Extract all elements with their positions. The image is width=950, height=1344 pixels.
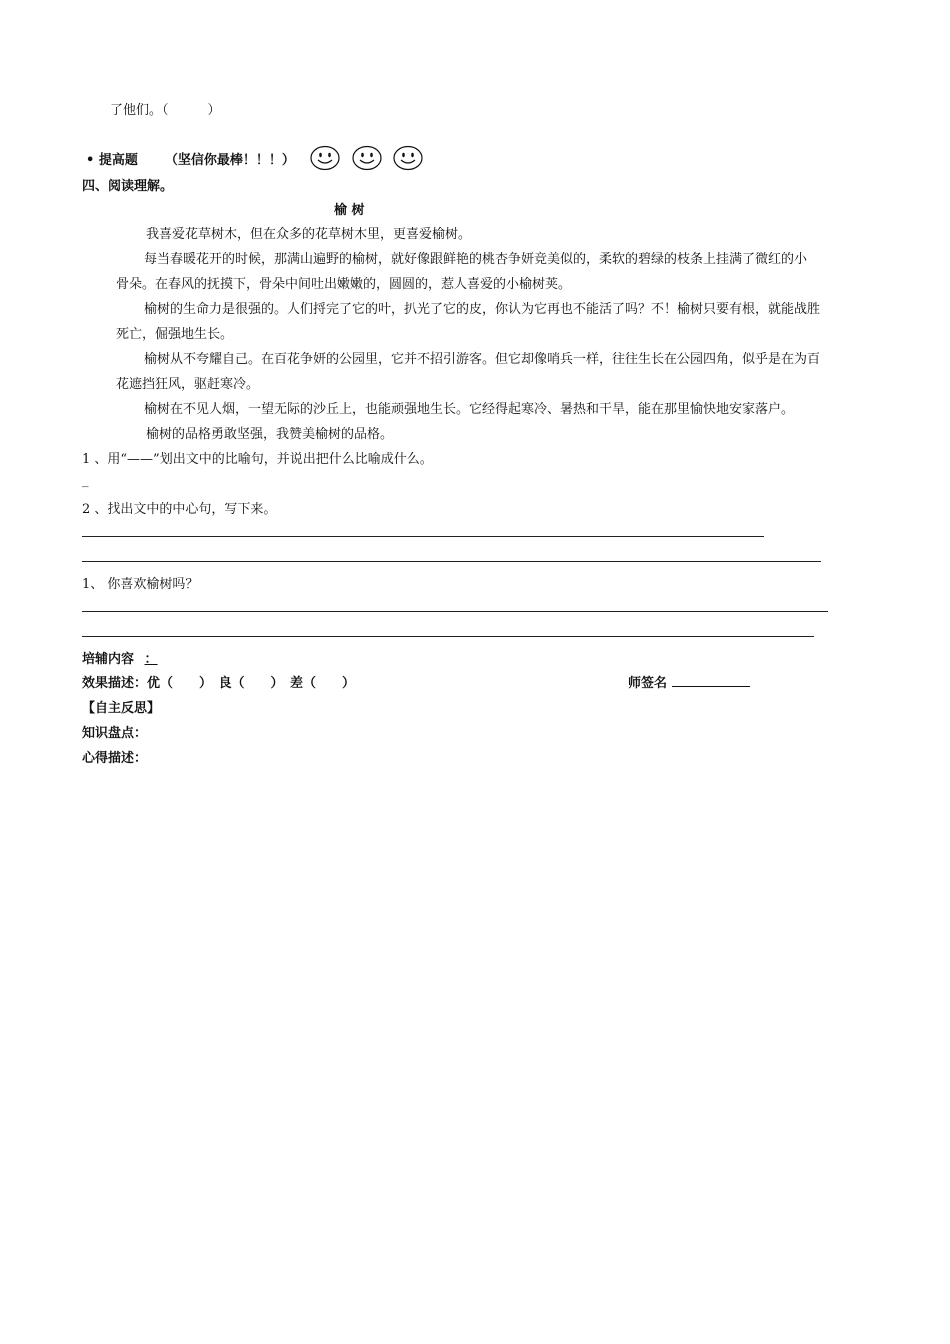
section-title: 四、阅读理解。 — [82, 179, 174, 194]
tutoring-field[interactable]: ： — [144, 652, 158, 667]
passage-title: 榆 树 — [334, 203, 365, 218]
teacher-signature — [628, 672, 750, 691]
passage-paragraph: 榆树的品格勇敢坚强，我赞美榆树的品格。 — [146, 427, 394, 442]
passage-paragraph: 我喜爱花草树木，但在众多的花草树木里，更喜爱榆树。 — [146, 227, 472, 242]
tutoring-content — [82, 648, 158, 667]
improve-label: 提高题 — [98, 153, 138, 168]
smiley-icon — [393, 145, 423, 171]
question-2: 2 、找出文中的中心句，写下来。 — [82, 502, 277, 517]
teacher-sign-label: 师签名 — [628, 676, 668, 691]
smiley-icon — [310, 145, 340, 171]
effect-description: 效果描述：优（ ） 良（ ） 差（ ） — [82, 676, 356, 691]
passage-paragraph-cont: 骨朵。在春风的抚摸下，骨朵中间吐出嫩嫩的，圆圆的，惹人喜爱的小榆树荚。 — [116, 277, 572, 292]
answer-blank[interactable]: _ — [82, 473, 89, 488]
passage-paragraph-cont: 花遮挡狂风，驱赶寒冷。 — [116, 377, 260, 392]
top-fragment: 了他们。（ ） — [110, 103, 221, 118]
passage-paragraph: 榆树从不夸耀自己。在百花争妍的公园里，它并不招引游客。但它却像哨兵一样，往往生长在公园四角，似乎是在为百 — [144, 352, 821, 367]
answer-line[interactable] — [82, 611, 828, 612]
answer-line[interactable] — [82, 536, 764, 537]
bullet: • — [86, 153, 95, 168]
question-3: 1、 你喜欢榆树吗？ — [82, 577, 199, 592]
question-1: 1 、用“——”划出文中的比喻句，并说出把什么比喻成什么。 — [82, 452, 433, 467]
teacher-sign-field[interactable] — [672, 674, 750, 687]
passage-paragraph: 榆树在不见人烟，一望无际的沙丘上，也能顽强地生长。它经得起寒冷、暑热和干旱，能在那里愉快地安家落户。 — [144, 402, 795, 417]
encourage-text: （坚信你最棒！！！） — [164, 153, 295, 168]
knowledge-review-label: 知识盘点： — [82, 726, 148, 741]
passage-paragraph: 每当春暖花开的时候，那满山遍野的榆树，就好像跟鲜艳的桃杏争妍竞美似的，柔软的碧绿的枝条上挂满了微红的小 — [144, 252, 808, 267]
answer-line[interactable] — [82, 636, 814, 637]
improve-header — [86, 149, 295, 168]
passage-paragraph: 榆树的生命力是很强的。人们捋完了它的叶，扒光了它的皮，你认为它再也不能活了吗？不！榆树只要有根，就能战胜 — [144, 302, 821, 317]
tutoring-label: 培辅内容 — [82, 652, 135, 667]
experience-label: 心得描述： — [82, 751, 148, 766]
answer-line[interactable] — [82, 561, 821, 562]
smiley-icon — [352, 145, 382, 171]
self-reflection-heading: 【自主反思】 — [82, 701, 161, 716]
passage-paragraph-cont: 死亡，倔强地生长。 — [116, 327, 234, 342]
